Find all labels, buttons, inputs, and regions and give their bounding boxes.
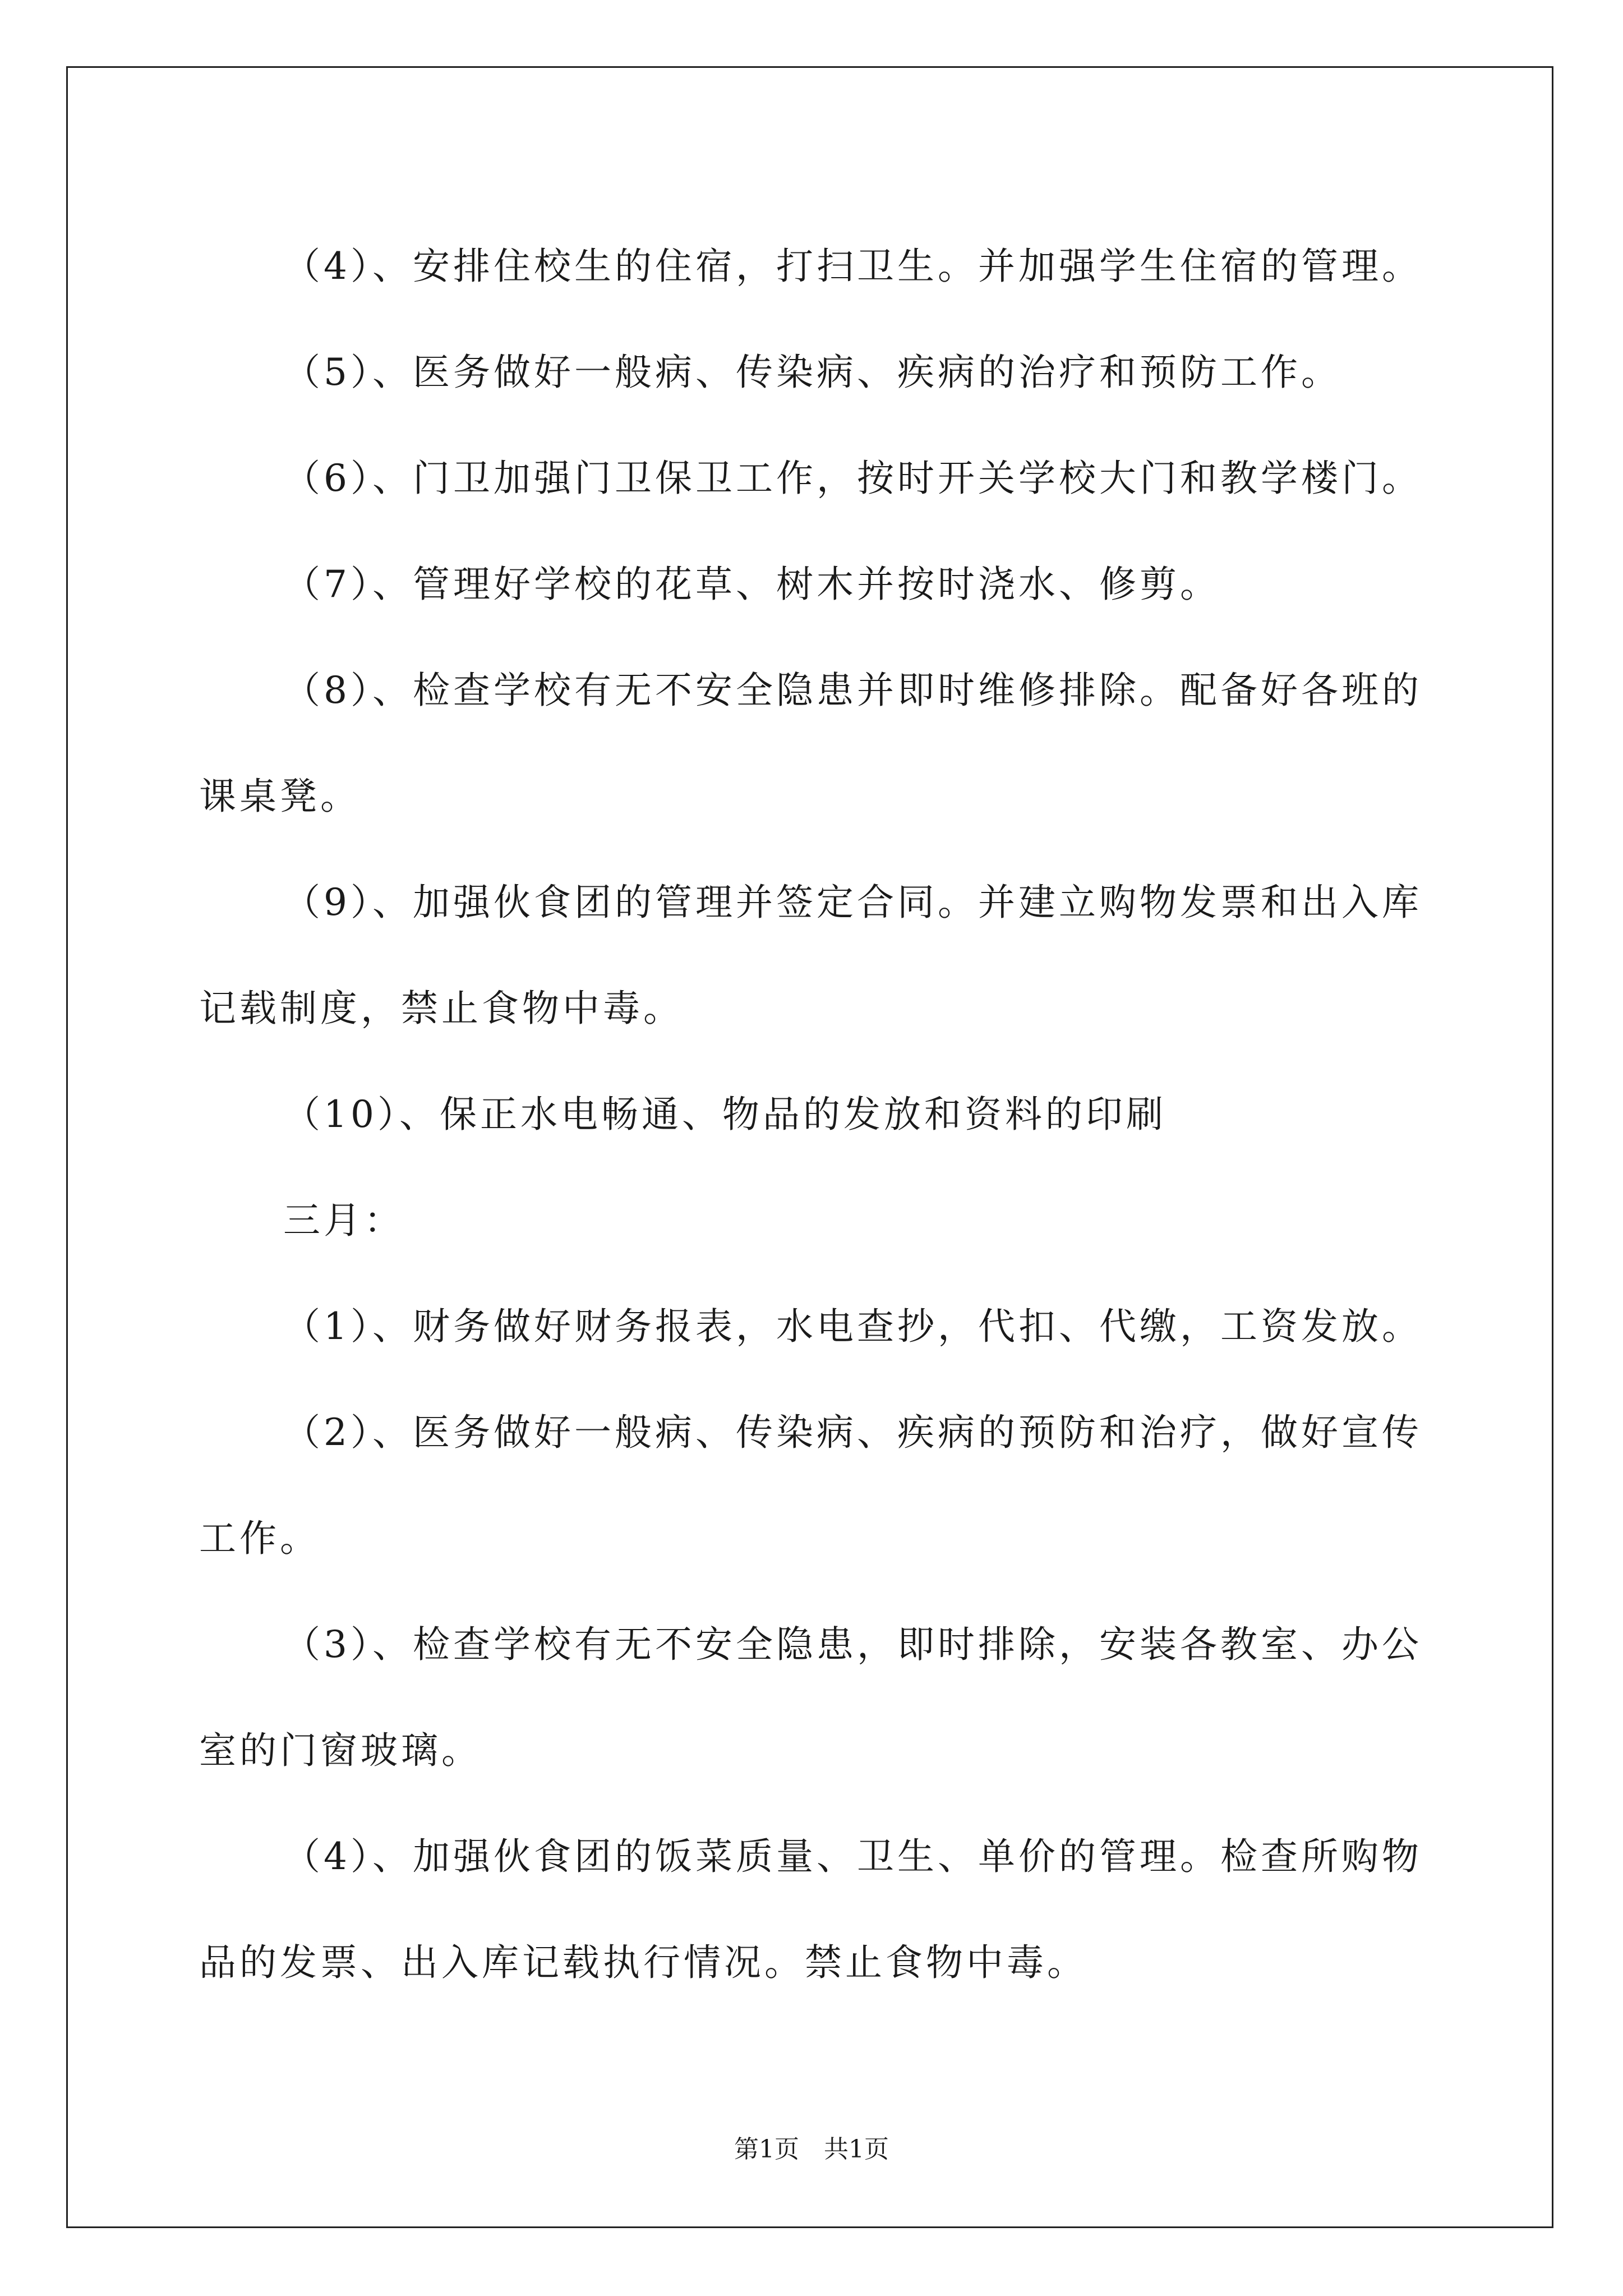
document-body (199, 213, 1427, 2016)
paragraph-item-8: （8）、检查学校有无不安全隐患并即时维修排除。配备好各班的课桌凳。 (199, 669, 1422, 818)
paragraph-item-5: （5）、医务做好一般病、传染病、疾病的治疗和预防工作。 (283, 351, 1341, 394)
paragraph-item-6: （6）、门卫加强门卫保卫工作，按时开关学校大门和教学楼门。 (283, 457, 1422, 500)
paragraph-item-7: （7）、管理好学校的花草、树木并按时浇水、修剪。 (283, 563, 1220, 606)
section-heading-march: 三月： (283, 1199, 404, 1242)
march-item-3: （3）、检查学校有无不安全隐患，即时排除，安装各教室、办公室的门窗玻璃。 (199, 1623, 1422, 1772)
page-footer: 第1页 共1页 (734, 2135, 889, 2164)
paragraph-item-9: （9）、加强伙食团的管理并签定合同。并建立购物发票和出入库记载制度，禁止食物中毒。 (199, 881, 1422, 1030)
march-item-2: （2）、医务做好一般病、传染病、疾病的预防和治疗，做好宣传工作。 (199, 1411, 1422, 1560)
paragraph-item-10: （10）、保正水电畅通、物品的发放和资料的印刷 (283, 1093, 1166, 1136)
march-item-1: （1）、财务做好财务报表，水电查抄，代扣、代缴，工资发放。 (283, 1305, 1422, 1348)
march-item-4: （4）、加强伙食团的饭菜质量、卫生、单价的管理。检查所购物品的发票、出入库记载执行情况。禁止食物中毒。 (199, 1835, 1422, 1984)
paragraph-item-4: （4）、安排住校生的住宿，打扫卫生。并加强学生住宿的管理。 (283, 245, 1422, 288)
